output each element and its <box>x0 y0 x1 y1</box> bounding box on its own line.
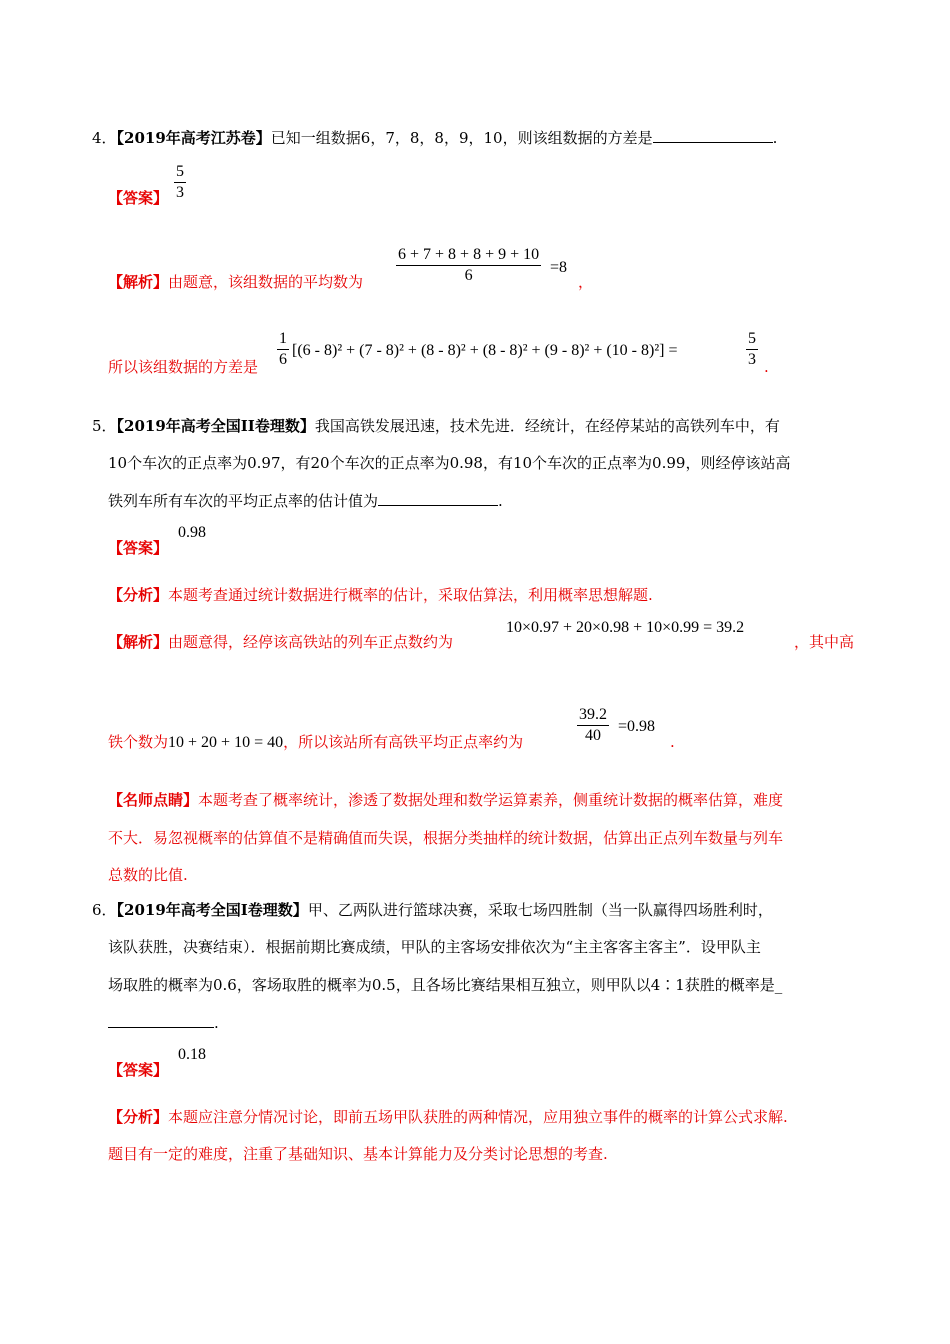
q4-answer-denominator: 3 <box>176 184 184 201</box>
q6-answer-label <box>108 1060 168 1080</box>
q6-answer-blank <box>108 1013 214 1028</box>
q4-mean-denominator: 6 <box>396 265 541 286</box>
q6-stem-line3: 场取胜的概率为0.6，客场取胜的概率为0.5，且各场比赛结果相互独立，则甲队以4∶1获胜的概率是_ <box>108 976 783 994</box>
q4-variance-coefficient <box>277 329 289 370</box>
q5-jiexi-line2 <box>108 732 523 753</box>
q4-end: . <box>772 129 778 147</box>
q4-variance-end: . <box>764 358 769 376</box>
q6-source: 【2019年高考全国Ⅰ卷理数】 <box>116 901 308 919</box>
q5-jiexi-end-2: . <box>670 733 675 751</box>
q5-fenxi-text: 本题考查通过统计数据进行概率的估计，采取估算法，利用概率思想解题. <box>168 586 653 604</box>
q5-fenxi <box>108 585 653 605</box>
q6-number: 6． <box>92 901 117 919</box>
q6-end: . <box>214 1014 219 1032</box>
q4-variance-expression: [(6 - 8)² + (7 - 8)² + (8 - 8)² + (8 - 8)² + (9 - 8)² + (10 - 8)²] = <box>292 342 678 359</box>
q4-mean-result: =8 <box>550 259 568 276</box>
q4-analysis-tag: 【解析】 <box>108 273 169 291</box>
q5-mingshi-line1 <box>108 790 783 810</box>
q4-answer-tag: 【答案】 <box>108 189 169 207</box>
q6-answer-tag: 【答案】 <box>108 1061 169 1079</box>
q4-variance-result <box>746 329 758 370</box>
q4-variance-coef-den: 6 <box>279 351 287 368</box>
q5-jiexi-text-2b: ，所以该站所有高铁平均正点率约为 <box>283 733 524 751</box>
q4-mean-fraction <box>396 245 541 286</box>
q5-answer-value: 0.98 <box>178 524 206 541</box>
q5-expr-1: 10×0.97 + 20×0.98 + 10×0.99 = 39.2 <box>506 619 745 636</box>
q4-mean-end: ， <box>578 273 594 291</box>
q4-answer-label <box>108 188 168 208</box>
q5-mingshi-tag: 【名师点睛】 <box>108 791 199 809</box>
q4-answer-fraction <box>174 162 186 203</box>
q5-expr-2: 10 + 20 + 10 = 40 <box>168 734 284 751</box>
q4-source: 【2019年高考江苏卷】 <box>116 129 271 147</box>
q5-fenxi-tag: 【分析】 <box>108 586 169 604</box>
q5-rate-den: 40 <box>577 725 609 746</box>
q5-stem-line3 <box>108 491 503 511</box>
q6-text-1: 甲、乙两队进行篮球决赛，采取七场四胜制（当一队赢得四场胜利时， <box>307 901 773 919</box>
q5-jiexi-text-2: 铁个数为 <box>108 733 169 751</box>
q5-text-3: 铁列车所有车次的平均正点率的估计值为 <box>108 492 379 510</box>
q4-answer-numerator: 5 <box>176 163 184 180</box>
q6-stem-line1 <box>92 900 773 920</box>
q5-rate-num: 39.2 <box>579 706 607 723</box>
q5-rate-result: =0.98 <box>618 718 656 735</box>
q5-mingshi-line3: 总数的比值. <box>108 866 188 884</box>
q5-answer-label <box>108 538 168 558</box>
q6-fenxi-tag: 【分析】 <box>108 1108 169 1126</box>
q5-end: . <box>498 492 503 510</box>
q5-jiexi-text-1: 由题意得，经停该高铁站的列车正点数约为 <box>168 633 454 651</box>
q5-stem-line1 <box>92 416 780 436</box>
q5-jiexi-tag: 【解析】 <box>108 633 169 651</box>
q4-variance-den: 3 <box>748 351 756 368</box>
q6-stem-line4 <box>108 1013 219 1033</box>
q5-jiexi-end-1: ，其中高 <box>794 633 855 651</box>
q5-answer-blank <box>378 491 498 506</box>
q4-analysis <box>108 272 363 292</box>
q5-source: 【2019年高考全国II卷理数】 <box>116 417 315 435</box>
q4-analysis-text: 由题意，该组数据的平均数为 <box>168 273 364 291</box>
q4-answer-blank <box>653 128 773 143</box>
q6-fenxi-line1 <box>108 1107 788 1127</box>
q5-text-1: 我国高铁发展迅速，技术先进．经统计，在经停某站的高铁列车中，有 <box>314 417 780 435</box>
q4-number: 4． <box>92 129 117 147</box>
q4-variance-text: 所以该组数据的方差是 <box>108 358 259 376</box>
q4-variance-coef-num: 1 <box>279 330 287 347</box>
q6-fenxi-text-1: 本题应注意分情况讨论，即前五场甲队获胜的两种情况，应用独立事件的概率的计算公式求解. <box>168 1108 788 1126</box>
q5-number: 5． <box>92 417 117 435</box>
q5-rate-fraction <box>577 705 609 746</box>
q5-stem-line2: 10个车次的正点率为0.97，有20个车次的正点率为0.98，有10个车次的正点率为0.99，则经停该站高 <box>108 454 791 472</box>
q4-variance-num: 5 <box>748 330 756 347</box>
q4-mean-numerator: 6 + 7 + 8 + 8 + 9 + 10 <box>398 246 540 263</box>
q4-text: 已知一组数据6，7，8，8，9，10，则该组数据的方差是 <box>270 129 653 147</box>
q6-answer-value: 0.18 <box>178 1046 206 1063</box>
q5-mingshi-line2: 不大．易忽视概率的估算值不是精确值而失误，根据分类抽样的统计数据，估算出正点列车数量与列车 <box>108 829 784 847</box>
q6-fenxi-line2: 题目有一定的难度，注重了基础知识、基本计算能力及分类讨论思想的考查. <box>108 1145 608 1163</box>
q5-jiexi-line1 <box>108 632 453 652</box>
q4-stem <box>92 128 777 148</box>
q6-stem-line2: 该队获胜，决赛结束）．根据前期比赛成绩，甲队的主客场安排依次为“主主客客主客主”．设甲队主 <box>108 938 761 956</box>
q5-mingshi-text-1: 本题考查了概率统计，渗透了数据处理和数学运算素养，侧重统计数据的概率估算，难度 <box>198 791 784 809</box>
q5-answer-tag: 【答案】 <box>108 539 169 557</box>
